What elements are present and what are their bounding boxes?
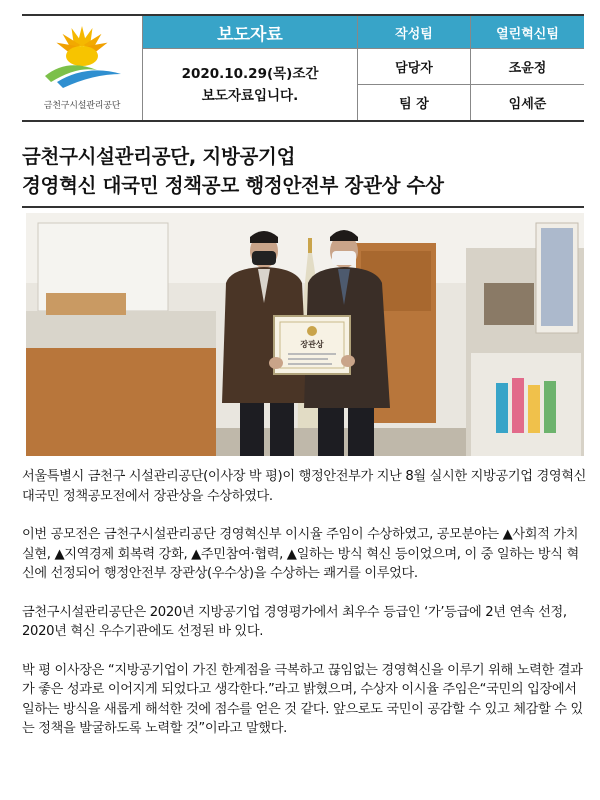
headline-divider (22, 206, 584, 208)
logo-cell (22, 16, 143, 120)
press-release-title: 보도자료 (143, 16, 357, 48)
body-paragraph: 금천구시설관리공단은 2020년 지방공기업 경영평가에서 최우수 등급인 ‘가’등급에 2년 연속 선정, 2020년 혁신 우수기관에도 선정된 바 있다. (22, 604, 567, 639)
author-team-label: 작성팀 (358, 16, 470, 48)
contact-person-value: 조윤정 (508, 61, 547, 76)
headline (22, 142, 584, 200)
body-paragraph: 서울특별시 금천구 시설관리공단(이사장 박 평)이 행정안전부가 지난 8월 실시한 지방공기업 경영혁신 대국민 정책공모전에서 장관상을 수상하였다. (22, 469, 587, 504)
body-paragraph: 박 평 이사장은 “지방공기업이 가진 한계점을 극복하고 끊임없는 경영혁신을 이루기 위해 노력한 결과가 좋은 성과로 이어지게 되었다고 생각한다.”라고 밝혔으며, 수상자 이시율 주임은“국민의 입장에서 일하는 방식을 새롭게 해석한 것에 점수를 얻은 것 같다. 앞으로도 국민이 공감할 수 있고 체감할 수 있는 정책을 발굴하도록 노력할 것”이라고 말했다. (22, 662, 583, 736)
sunflower-logo-icon (37, 24, 127, 96)
headline-line-1: 금천구시설관리공단, 지방공기업 (22, 145, 296, 168)
table-divider (357, 16, 358, 120)
team-leader-value: 임세준 (508, 97, 547, 112)
article-body (22, 467, 586, 758)
author-team-value: 열린혁신팀 (471, 16, 584, 48)
table-divider (143, 48, 584, 49)
team-leader-label: 팀 장 (399, 97, 429, 112)
release-note: 보도자료입니다. (201, 87, 299, 104)
headline-line-2: 경영혁신 대국민 정책공모 행정안전부 장관상 수상 (22, 174, 444, 197)
release-date: 2020.10.29(목)조간 (181, 65, 319, 82)
award-ceremony-photo (26, 213, 584, 456)
release-info (143, 49, 357, 120)
press-release-header (22, 14, 584, 122)
organization-logo-text: 금천구시설관리공단 (43, 101, 121, 111)
table-divider (358, 84, 584, 85)
award-certificate-title: 장관상 (300, 340, 324, 349)
body-paragraph: 이번 공모전은 금천구시설관리공단 경영혁신부 이시율 주임이 수상하였고, 공모분야는 ▲사회적 가치 실현, ▲지역경제 회복력 강화, ▲주민참여·협력, ▲일하는 방식 혁신 등이었으며, 이 중 일하는 방식 혁신에 선정되어 행정안전부 장관상(우수상)을 수상하는 쾌거를 이루었다. (22, 527, 579, 581)
contact-person-label: 담당자 (395, 61, 433, 76)
table-divider (470, 16, 471, 120)
